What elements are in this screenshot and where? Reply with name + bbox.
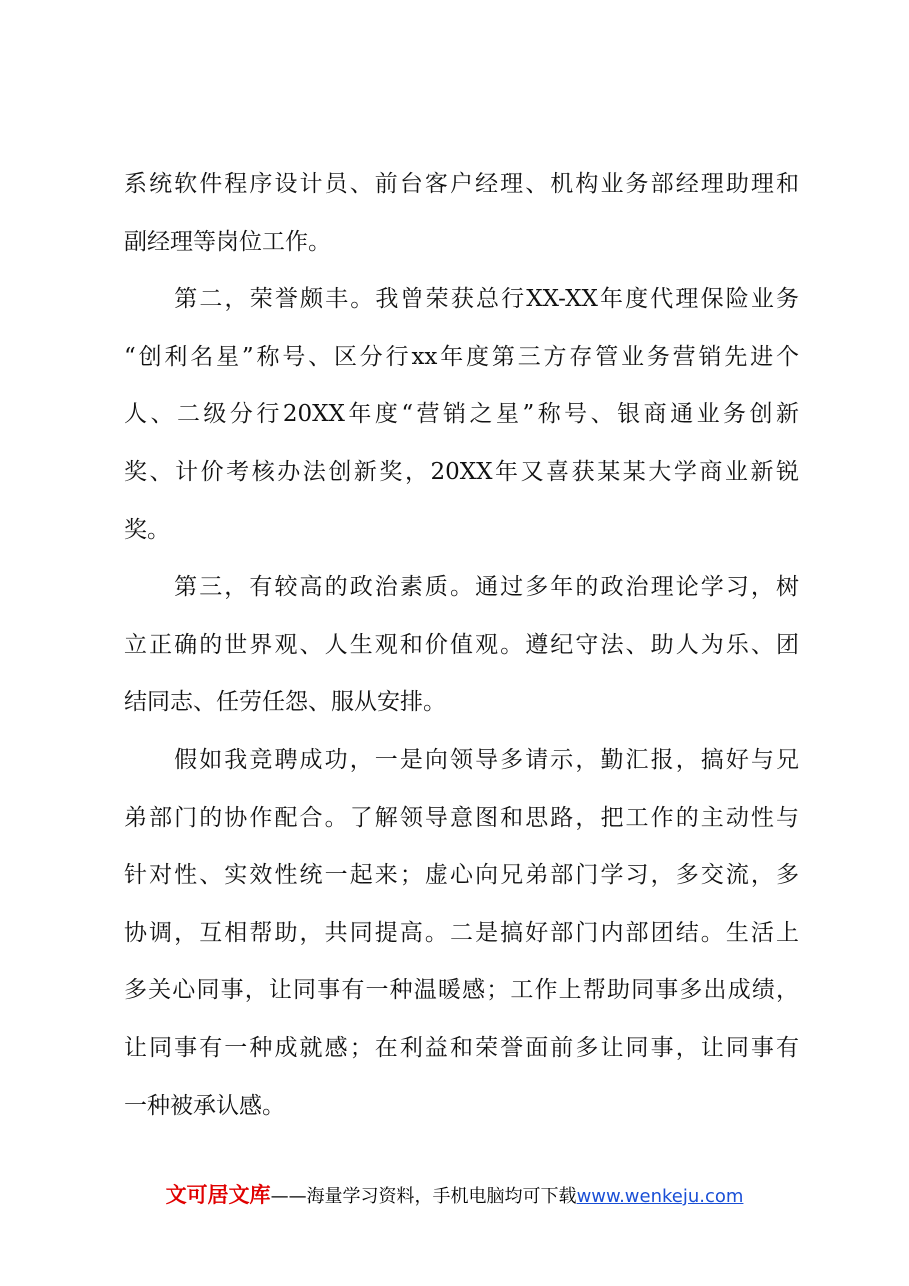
footer-tagline: ——海量学习资料，手机电脑均可下载 [270, 1186, 577, 1207]
text-line: 第二，荣誉颇丰。我曾荣获总行XX-XX年度代理保险业务 [124, 286, 799, 313]
text-line: 协调，互相帮助，共同提高。二是搞好部门内部团结。生活上 [124, 919, 799, 946]
text-line: 第三，有较高的政治素质。通过多年的政治理论学习，树 [124, 574, 799, 601]
text-line: 一种被承认感。 [124, 1092, 285, 1119]
website-link[interactable]: www.wenkeju.com [576, 1186, 744, 1207]
text-line: 奖、计价考核办法创新奖，20XX年又喜获某某大学商业新锐 [124, 458, 799, 485]
text-line: “创利名星”称号、区分行xx年度第三方存管业务营销先进个 [124, 343, 799, 370]
text-line: 人、二级分行20XX年度“营销之星”称号、银商通业务创新 [124, 401, 799, 428]
text-line: 假如我竞聘成功，一是向领导多请示，勤汇报，搞好与兄 [124, 746, 799, 773]
text-line: 副经理等岗位工作。 [124, 228, 331, 255]
text-line: 立正确的世界观、人生观和价值观。遵纪守法、助人为乐、团 [124, 631, 799, 658]
text-line: 多关心同事，让同事有一种温暖感；工作上帮助同事多出成绩， [124, 977, 799, 1004]
text-line: 结同志、任劳任怨、服从安排。 [124, 689, 446, 716]
document-body [124, 156, 799, 1135]
text-line: 让同事有一种成就感；在利益和荣誉面前多让同事，让同事有 [124, 1034, 799, 1061]
footer-banner [0, 1180, 909, 1212]
brand-name: 文可居文库 [165, 1183, 271, 1207]
text-line: 系统软件程序设计员、前台客户经理、机构业务部经理助理和 [124, 171, 799, 197]
text-line: 弟部门的协作配合。了解领导意图和思路，把工作的主动性与 [124, 804, 799, 831]
text-line: 针对性、实效性统一起来；虚心向兄弟部门学习，多交流，多 [124, 862, 799, 889]
text-line: 奖。 [124, 516, 170, 543]
